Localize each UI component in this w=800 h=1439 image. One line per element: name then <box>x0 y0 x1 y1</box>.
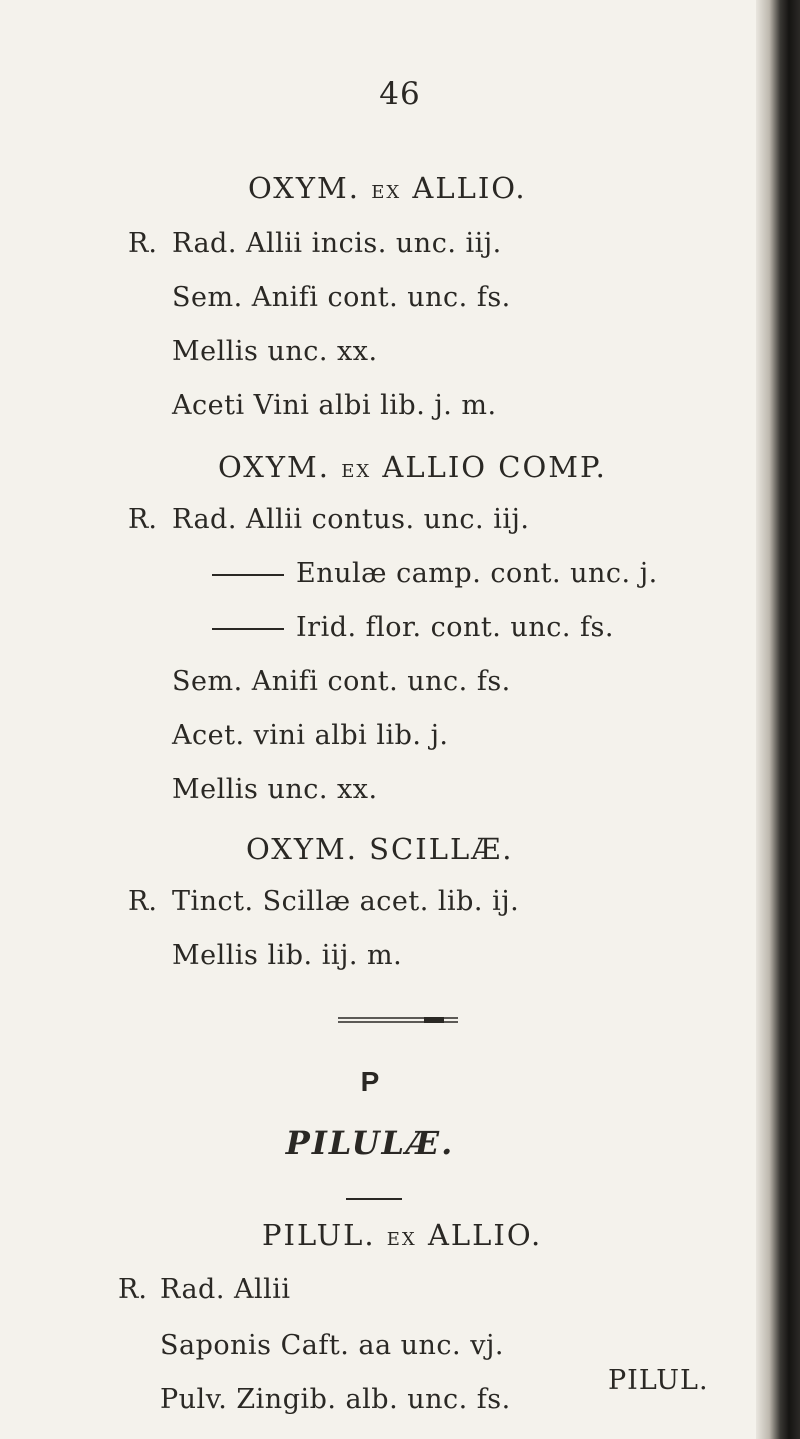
recipe-2-line-4: Sem. Anifi cont. unc. fs. <box>172 666 511 697</box>
recipe-1-title: OXYM. EX ALLIO. <box>248 171 527 205</box>
recipe-1-line-2: Sem. Anifi cont. unc. fs. <box>172 282 511 313</box>
recipe-2-rx: R. <box>128 504 157 535</box>
recipe-3-title: OXYM. SCILLÆ. <box>246 832 514 866</box>
recipe-3-line-2: Mellis lib. iij. m. <box>172 940 403 971</box>
section-rule <box>346 1198 402 1200</box>
recipe-1-line-4: Aceti Vini albi lib. j. m. <box>172 390 497 421</box>
recipe-2-title: OXYM. EX ALLIO COMP. <box>218 450 607 484</box>
page-number: 46 <box>379 76 421 112</box>
recipe-2-line-6: Mellis unc. xx. <box>172 774 378 805</box>
recipe-2-line-2: Enulæ camp. cont. unc. j. <box>212 558 658 589</box>
recipe-1-line-3: Mellis unc. xx. <box>172 336 378 367</box>
ditto-dash <box>212 628 284 630</box>
section-title: PILULÆ. <box>285 1124 455 1162</box>
pilul-title: PILUL. EX ALLIO. <box>262 1218 543 1252</box>
recipe-1-line-1: Rad. Allii incis. unc. iij. <box>172 228 502 259</box>
pilul-line-2: Saponis Caft. aa unc. vj. <box>160 1330 504 1361</box>
catchword: PILUL. <box>608 1365 709 1396</box>
recipe-3-rx: R. <box>128 886 157 917</box>
recipe-3-line-1: Tinct. Scillæ acet. lib. ij. <box>172 886 520 917</box>
pilul-line-1: Rad. Allii <box>160 1274 291 1305</box>
section-letter: P <box>360 1066 380 1097</box>
pilul-line-3: Pulv. Zingib. alb. unc. fs. <box>160 1384 511 1415</box>
ornamental-rule <box>338 1015 458 1025</box>
recipe-2-line-5: Acet. vini albi lib. j. <box>172 720 449 751</box>
recipe-2-line-3: Irid. flor. cont. unc. fs. <box>212 612 614 643</box>
ditto-dash <box>212 574 284 576</box>
book-binding-edge <box>756 0 800 1439</box>
pilul-rx: R. <box>118 1274 147 1305</box>
recipe-1-rx: R. <box>128 228 157 259</box>
recipe-2-line-1: Rad. Allii contus. unc. iij. <box>172 504 530 535</box>
